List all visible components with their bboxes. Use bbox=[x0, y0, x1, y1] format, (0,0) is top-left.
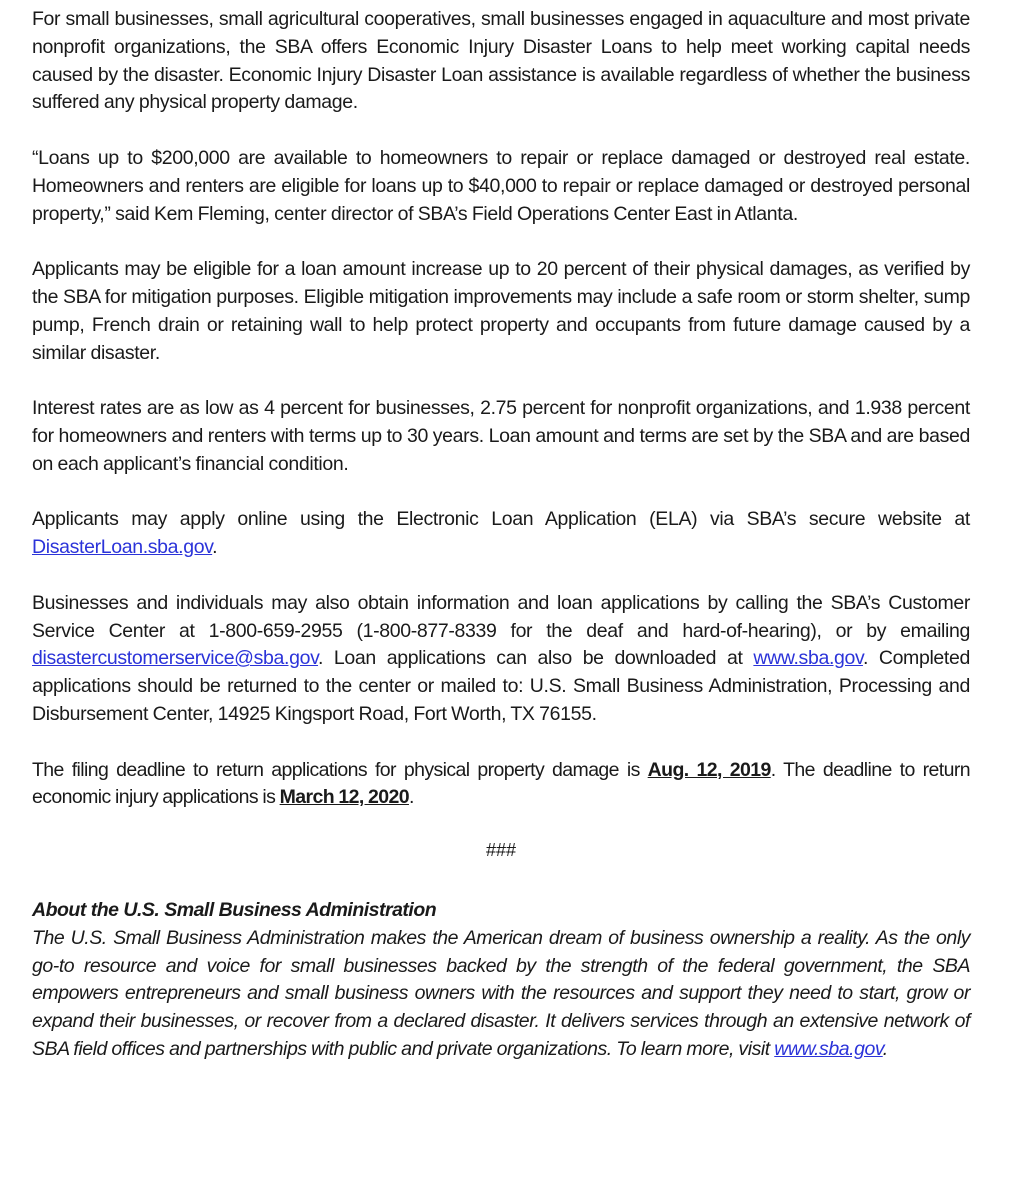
contact-text-2: . Loan applications can also be downloaded at bbox=[318, 647, 754, 670]
paragraph-mitigation: Applicants may be eligible for a loan amount increase up to 20 percent of their physical damages, as verified by the SBA for mitigation purposes. Eligible mitigation improvements may include a safe room or storm shelter, sump pump, French drain or retaining wall to help protect property and occupants from future damage caused by a similar disaster. bbox=[32, 258, 970, 364]
about-text: The U.S. Small Business Administration makes the American dream of business ownership a reality. As the only go-to resource and voice for small businesses backed by the strength of the federal government, the SBA empowers entrepreneurs and small business owners with the resources and support they need to start, grow or expand their businesses, or recover from a declared disaster. It delivers services through an extensive network of SBA field offices and partnerships with public and private organizations. To learn more, visit bbox=[32, 926, 970, 1060]
about-heading: About the U.S. Small Business Administration bbox=[32, 898, 437, 921]
paragraph-eidl: For small businesses, small agricultural cooperatives, small businesses engaged in aquaculture and most private nonprofit organizations, the SBA offers Economic Injury Disaster Loans to help meet working capital needs caused by the disaster. Economic Injury Disaster Loan assistance is available regardless of whether the business suffered any physical property damage. bbox=[32, 8, 970, 114]
paragraph-interest-rates: Interest rates are as low as 4 percent for businesses, 2.75 percent for nonprofit organizations, and 1.938 percent for homeowners and renters with terms up to 30 years. Loan amount and terms are set by the SBA and are based on each applicant’s financial condition. bbox=[32, 397, 970, 475]
apply-period: . bbox=[212, 536, 218, 559]
contact-text-1: Businesses and individuals may also obtain information and loan applications by calling the SBA’s Customer Service Center at 1-800-659-2955 (1-800-877-8339 for the deaf and hard-of-hearing), or by emailing bbox=[32, 591, 970, 642]
physical-deadline-date: Aug. 12, 2019 bbox=[647, 758, 771, 781]
deadline-text-2: . The deadline to return economic injury applications is bbox=[32, 758, 971, 809]
about-body bbox=[32, 925, 970, 1064]
sba-website-link[interactable]: www.sba.gov bbox=[753, 647, 863, 670]
about-period: . bbox=[882, 1037, 888, 1060]
deadline-text-1: The filing deadline to return applications for physical property damage is bbox=[32, 758, 648, 781]
disaster-loan-link[interactable]: DisasterLoan.sba.gov bbox=[32, 536, 213, 559]
contact-text-3: . Completed applications should be returned to the center or mailed to: U.S. Small Business Administration, Processing and Disbursement Center, 14925 Kingsport Road, Fort Worth, TX 76155. bbox=[32, 647, 970, 725]
economic-deadline-date: March 12, 2020 bbox=[279, 786, 409, 809]
email-link[interactable]: disastercustomerservice@sba.gov bbox=[32, 647, 319, 670]
end-separator: ### bbox=[485, 839, 517, 860]
deadline-text-3: . bbox=[408, 786, 414, 809]
paragraph-apply-online bbox=[32, 506, 970, 562]
paragraph-contact bbox=[32, 590, 970, 729]
about-sba-link[interactable]: www.sba.gov bbox=[774, 1037, 883, 1060]
paragraph-quote: “Loans up to $200,000 are available to homeowners to repair or replace damaged or destroyed real estate. Homeowners and renters are eligible for loans up to $40,000 to repair or replace damaged or destroyed personal property,” said Kem Fleming, center director of SBA’s Field Operations Center East in Atlanta. bbox=[32, 146, 970, 225]
paragraph-deadline bbox=[32, 757, 970, 813]
apply-text: Applicants may apply online using the Electronic Loan Application (ELA) via SBA’s secure website at bbox=[32, 508, 970, 531]
